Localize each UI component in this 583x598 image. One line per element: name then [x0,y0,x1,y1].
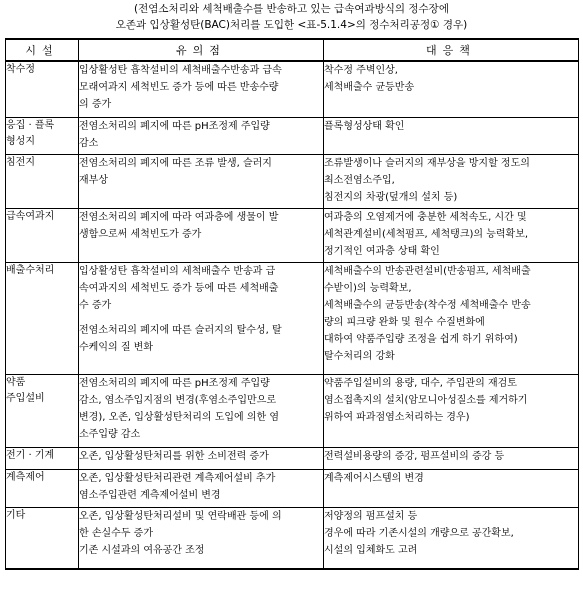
response-text-line: 계측제어시스템의 변경 [324,472,424,484]
caution-text-line: 재부상 [79,174,108,186]
table-row [6,469,579,507]
response-cell [324,61,579,117]
response-cell [324,374,579,447]
response-cell [324,208,579,262]
table-row [6,374,579,447]
facility-label: 응집 · 플록 [6,119,55,131]
response-text-line: 세척배출수의 반송관련설비(반송펌프, 세척배출 [324,265,531,277]
response-text-line: 세척배출수 균등반송 [324,82,415,93]
caution-text-line: 전염소처리의 폐지에 따라 여과층에 생물이 발 [79,211,279,223]
response-cell [324,154,579,208]
header-caution: 유의점 [79,39,324,61]
table-row [6,208,579,262]
facility-cell [6,469,79,507]
caution-cell [79,208,324,262]
caution-text-line: 기존 시설과의 여유공간 조정 [79,544,205,556]
response-text-line: 정기적인 여과층 상태 확인 [324,245,440,257]
facility-label: 약품 [6,376,26,388]
facility-cell [6,262,79,374]
caution-text-line: 생함으로써 세척빈도가 증가 [79,228,202,240]
caution-cell [79,374,324,447]
caution-text-line: 전염소처리의 폐지에 따른 pH조정제 주입량 [79,120,270,132]
caption-line-2: 오존과 입상활성탄(BAC)처리를 도입한 <표-5.1.4>의 정수처리공정① 경우) [115,19,468,31]
caution-text-line: 오존, 입상활성탄처리관련 계측제어설비 추가 [79,472,276,484]
table-row [6,447,579,469]
countermeasure-table [5,38,579,570]
facility-label: 주입설비 [6,392,45,404]
response-text-line: 약품주입설비의 용량, 대수, 주입관의 재검토 [324,377,517,389]
table-row [6,117,579,154]
caution-cell [79,262,324,374]
facility-label: 형성지 [6,135,35,147]
response-text-line: 수받이)의 능력확보, [324,282,412,294]
response-text-line: 세척관계설비(세척펌프, 세척탱크)의 능력확보, [324,228,529,240]
caution-cell [79,117,324,154]
facility-label: 급속여과지 [6,210,55,222]
response-cell [324,262,579,374]
caution-text-line: 의 증가 [79,99,112,110]
caution-text-line: 소주입량 감소 [79,428,141,440]
response-text-line: 여과층의 오염제거에 충분한 세척속도, 시간 및 [324,211,527,223]
caution-text-line: 수 증가 [79,299,112,311]
response-text-line: 탈수처리의 강화 [324,350,395,362]
facility-cell [6,447,79,469]
response-text-line: 조류발생이나 슬러지의 재부상을 방지할 정도의 [324,157,530,169]
caution-text-line: 오존, 입상활성탄처리를 위한 소비전력 증가 [79,450,269,462]
facility-label: 계측제어 [6,471,45,483]
table-row [6,507,579,569]
facility-label: 착수정 [6,64,35,75]
facility-label: 침전지 [6,156,35,168]
table-row [6,154,579,208]
caution-cell [79,61,324,117]
table-row [6,262,579,374]
response-text-line: 염소접촉지의 설치(암모니아성질소를 제거하기 [324,394,528,406]
paragraph-gap [79,314,323,322]
caution-text-line: 전염소처리의 폐지에 따른 슬러지의 탈수성, 탈 [79,324,282,336]
caution-cell [79,507,324,569]
response-text-line: 최소전염소주입, [324,174,395,186]
response-text-line: 착수정 주벽인상, [324,65,398,76]
response-cell [324,507,579,569]
response-text-line: 시설의 입체화도 고려 [324,544,418,556]
caution-text-line: 염소주입관련 계측제어설비 변경 [79,489,221,501]
caution-text-line: 모래여과지 세척빈도 증가 등에 따른 반송수량 [79,82,279,93]
response-text-line: 대하여 약품주입량 조정을 쉽게 하기 위하여) [324,333,518,345]
caution-text-line: 감소 [79,137,99,149]
caution-text-line: 감소, 염소주입지점의 변경(후염소주입만으로 [79,394,276,406]
facility-cell [6,117,79,154]
facility-cell [6,208,79,262]
response-cell [324,117,579,154]
response-text-line: 침전지의 차광(덮개의 설치 등) [324,191,458,203]
facility-label: 기타 [6,509,26,521]
response-text-line: 플록형성상태 확인 [324,120,405,132]
caution-text-line: 수케익의 질 변화 [79,341,153,353]
caution-text-line: 입상활성탄 흡착설비의 세척배출수반송과 급속 [79,65,282,76]
caution-cell [79,469,324,507]
caution-cell [79,447,324,469]
response-text-line: 세척배출수의 균등반송(착수정 세척배출수 반송 [324,299,531,311]
facility-label: 배출수처리 [6,264,55,276]
response-cell [324,469,579,507]
facility-cell [6,507,79,569]
caption-line-1: (전염소처리와 세척배출수를 반송하고 있는 급속여과방식의 정수장에 [134,3,449,15]
facility-cell [6,61,79,117]
header-response: 대응책 [324,39,579,61]
caution-text-line: 한 손실수두 증가 [79,527,153,539]
facility-label: 전기 · 기계 [6,449,55,461]
response-text-line: 저양정의 펌프설치 등 [324,510,418,522]
caution-text-line: 전염소처리의 폐지에 따른 조류 발생, 슬러지 [79,157,272,169]
response-cell [324,447,579,469]
response-text-line: 량의 피크량 완화 및 원수 수질변화에 [324,316,485,328]
caution-text-line: 오존, 입상활성탄처리설비 및 연락배관 등에 의 [79,510,282,522]
caution-text-line: 전염소처리의 폐지에 따른 pH조정제 주입량 [79,377,270,389]
caution-text-line: 입상활성탄 흡착설비의 세척배출수 반송과 급 [79,265,276,277]
facility-cell [6,374,79,447]
caution-cell [79,154,324,208]
caution-text-line: 속여과지의 세척빈도 증가 등에 따른 세척배출 [79,282,279,294]
facility-cell [6,154,79,208]
header-facility: 시설 [6,39,79,61]
table-row [6,61,579,117]
response-text-line: 전력설비용량의 증강, 펌프설비의 증강 등 [324,450,505,462]
caution-text-line: 변경), 오존, 입상활성탄처리의 도입에 의한 염 [79,411,280,423]
response-text-line: 경우에 따라 기존시설의 개량으로 공간확보, [324,527,514,539]
response-text-line: 위하여 파과점염소처리하는 경우) [324,411,470,423]
